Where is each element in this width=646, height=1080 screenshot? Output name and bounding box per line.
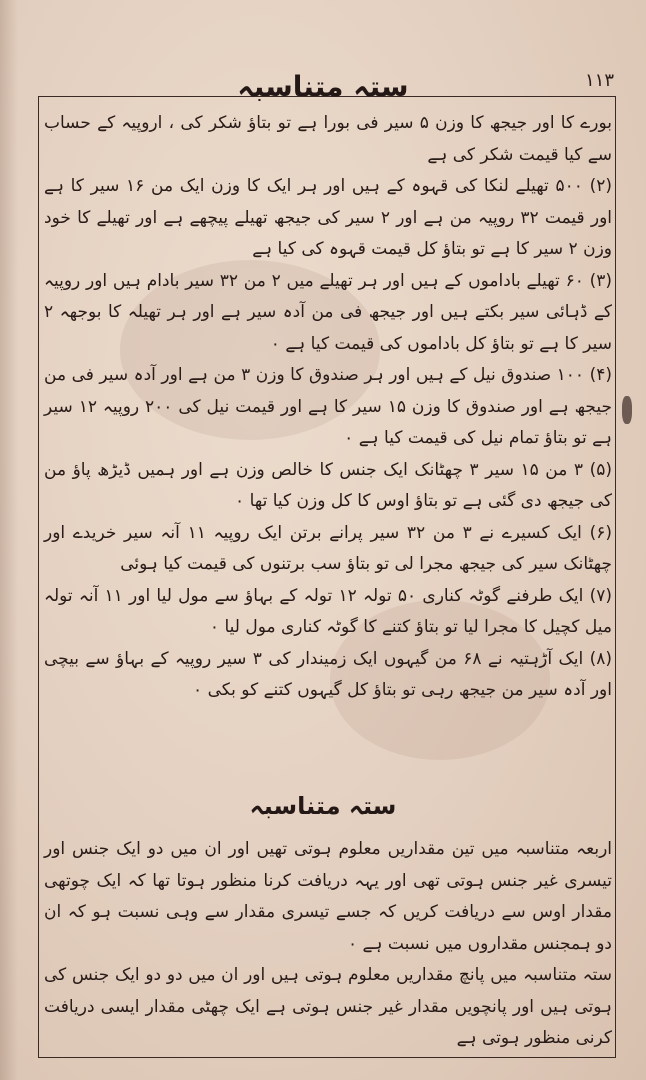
problem-item: (۵) ۳ من ۱۵ سیر ۳ چھٹانک ایک جنس کا خالص وزن ہے اور ہمیں ڈیڑھ پاؤ من کی جیجھ دی گئی ہے تو بتاؤ اوس کا کل وزن کیا تھا ۰ bbox=[44, 459, 612, 511]
problem-item: (۲) ۵۰۰ تھیلے لنکا کی قہوہ کے ہیں اور ہر ایک کا وزن ایک من ۱۶ سیر کا ہے اور قیمت ۳۲ روپیہ من ہے اور ۲ سیر کی جیجھ تھیلے پیچھے ہے اور تھیلے کا خود وزن ۲ سیر کا ہے تو بتاؤ کل قیمت قہوہ کی کیا ہے bbox=[44, 176, 613, 259]
section-heading: ستہ متناسبہ bbox=[249, 792, 397, 820]
section-paragraph: اربعہ متناسبہ میں تین مقداریں معلوم ہوتی تھیں اور ان میں دو ایک جنس اور تیسری غیر جنس ہوتی تھی اور یہہ دریافت کرنا منظور ہوتا تھا کہ ایک چوتھی مقدار اوس سے دریافت کریں کہ جسے تیسری مقدار سے وہی نسبت ہو کہ ان دو ہمجنس مقداروں میں نسبت ہے ۰ bbox=[44, 839, 612, 954]
page-number: ۱۱۳ bbox=[584, 70, 614, 91]
problem-item: (۳) ۶۰ تھیلے باداموں کے ہیں اور ہر تھیلے میں ۲ من ۳۲ سیر بادام ہیں اور روپیہ کے ڈہائی سیر بکتے ہیں اور جیجھ فی من آدہ سیر ہے اور ہر تھیلہ کا بوجھہ ۲ سیر کا ہے تو بتاؤ کل باداموں کی قیمت کیا ہے ۰ bbox=[44, 270, 613, 354]
section-body bbox=[44, 834, 612, 1055]
problem-item: بورے کا اور جیجھ کا وزن ۵ سیر فی بورا ہے تو بتاؤ شکر کی ، اروپیہ کے حساب سے کیا قیمت شکر کی ہے bbox=[44, 113, 612, 165]
problem-item: (۶) ایک کسیرے نے ۳ من ۳۲ سیر پرانے برتن ایک روپیہ ۱۱ آنہ سیر خریدے اور چھٹانک سیر کی جیجھ مجرا لی تو بتاؤ سب برتنوں کی قیمت کیا ہوئی bbox=[44, 522, 612, 574]
problem-item: (۸) ایک آڑہتیہ نے ۶۸ من گیہوں ایک زمیندار کی ۳ سیر روپیہ کے بہاؤ سے بیچی اور آدہ سیر من جیجھ رہی تو بتاؤ کل گیہوں کتنے کو بکی ۰ bbox=[44, 648, 612, 700]
section-paragraph: ستہ متناسبہ میں پانچ مقداریں معلوم ہوتی ہیں اور ان میں دو دو ایک جنس کی ہوتی ہیں اور پانچویں مقدار غیر جنس ہوتی ہے ایک چھٹی مقدار ایسی دریافت کرنی منظور ہوتی ہے bbox=[44, 965, 612, 1048]
problem-item: (۷) ایک طرفنے گوٹہ کناری ۵۰ تولہ ۱۲ تولہ کے بہاؤ سے مول لیا اور ۱۱ آنہ تولہ میل کچیل کا مجرا لیا تو بتاؤ کتنے کا گوٹہ کناری مول لیا ۰ bbox=[44, 585, 612, 637]
paper-tear-mark bbox=[622, 396, 632, 424]
problem-item: (۴) ۱۰۰ صندوق نیل کے ہیں اور ہر صندوق کا وزن ۳ من ہے اور آدہ سیر فی من جیجھ ہے اور صندوق کا وزن ۱۵ سیر کا ہے اور قیمت نیل کی ۲۰۰ روپیہ ۱۲ سیر ہے تو بتاؤ تمام نیل کی قیمت کیا ہے ۰ bbox=[44, 365, 613, 448]
problem-list bbox=[44, 108, 612, 707]
page-title: ستہ متناسبہ bbox=[237, 70, 409, 103]
page-shadow bbox=[0, 0, 18, 1080]
